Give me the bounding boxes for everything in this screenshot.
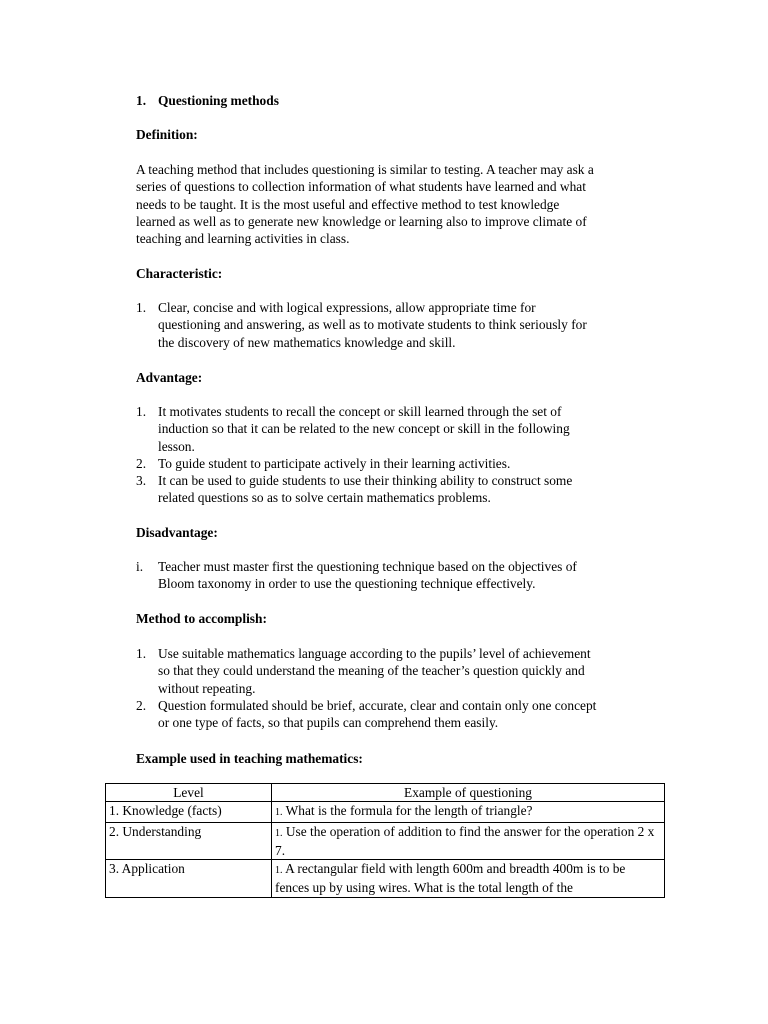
section-title: Questioning methods: [158, 93, 279, 108]
definition-line: series of questions to collection information of what students have learned and what: [136, 179, 586, 195]
example-cell: [272, 860, 665, 898]
item-line: To guide student to participate actively in their learning activities.: [158, 456, 511, 471]
item-number: i.: [136, 559, 144, 574]
item-line: Teacher must master first the questioning technique based on the objectives of: [158, 559, 577, 574]
column-header-example: Example of questioning: [272, 784, 665, 802]
example-label: Example used in teaching mathematics:: [136, 751, 363, 766]
item-line: lesson.: [158, 438, 195, 454]
definition-line: A teaching method that includes questioning is similar to testing. A teacher may ask a: [136, 162, 594, 177]
method-label: Method to accomplish:: [136, 611, 267, 626]
item-line: so that they could understand the meaning of the teacher’s question quickly and: [158, 663, 585, 679]
item-line: questioning and answering, as well as to motivate students to think seriously for: [158, 317, 587, 333]
item-number: 2.: [136, 698, 147, 713]
table-row: [106, 860, 665, 898]
level-cell: 1. Knowledge (facts): [106, 802, 272, 822]
item-line: It motivates students to recall the concept or skill learned through the set of: [158, 404, 562, 419]
item-number: 3.: [136, 473, 147, 488]
item-line: induction so that it can be related to the new concept or skill in the following: [158, 421, 570, 437]
definition-text: [136, 161, 671, 247]
example-number: 1.: [275, 807, 283, 819]
section-number: 1.: [136, 93, 147, 108]
item-line: related questions so as to solve certain mathematics problems.: [158, 490, 491, 506]
item-line: Clear, concise and with logical expressions, allow appropriate time for: [158, 300, 536, 315]
example-cell: [272, 802, 665, 822]
item-line: Use suitable mathematics language according to the pupils’ level of achievement: [158, 646, 591, 661]
item-line: It can be used to guide students to use their thinking ability to construct some: [158, 473, 573, 488]
item-number: 2.: [136, 456, 147, 471]
example-number: 1.: [275, 827, 283, 839]
example-text: What is the formula for the length of triangle?: [285, 803, 533, 819]
example-cell: [272, 822, 665, 860]
definition-label: Definition:: [136, 127, 198, 142]
example-text: A rectangular field with length 600m and breadth 400m is to be fences up by using wires. What is the total length of the: [275, 861, 626, 896]
definition-line: needs to be taught. It is the most useful and effective method to test knowledge: [136, 196, 560, 212]
advantage-label: Advantage:: [136, 370, 203, 385]
item-number: 1.: [136, 404, 147, 419]
example-text: Use the operation of addition to find the answer for the operation 2 x 7.: [275, 823, 655, 858]
item-number: 1.: [136, 300, 147, 315]
definition-line: learned as well as to generate new knowledge or learning also to improve climate of: [136, 213, 587, 229]
disadvantage-label: Disadvantage:: [136, 525, 218, 540]
column-header-level: Level: [106, 784, 272, 802]
example-number: 1.: [275, 865, 283, 877]
level-cell: 2. Understanding: [106, 822, 272, 860]
table-row: [106, 822, 665, 860]
item-line: without repeating.: [158, 680, 256, 696]
item-line: Question formulated should be brief, accurate, clear and contain only one concept: [158, 698, 597, 713]
item-number: 1.: [136, 646, 147, 661]
questioning-table: [105, 783, 665, 898]
item-line: Bloom taxonomy in order to use the questioning technique effectively.: [158, 576, 536, 592]
table-header-row: [106, 784, 665, 802]
level-cell: 3. Application: [106, 860, 272, 898]
table-row: [106, 802, 665, 822]
item-line: the discovery of new mathematics knowledge and skill.: [158, 334, 456, 350]
item-line: or one type of facts, so that pupils can comprehend them easily.: [158, 715, 499, 731]
definition-line: teaching and learning activities in class.: [136, 231, 350, 247]
characteristic-label: Characteristic:: [136, 266, 223, 281]
